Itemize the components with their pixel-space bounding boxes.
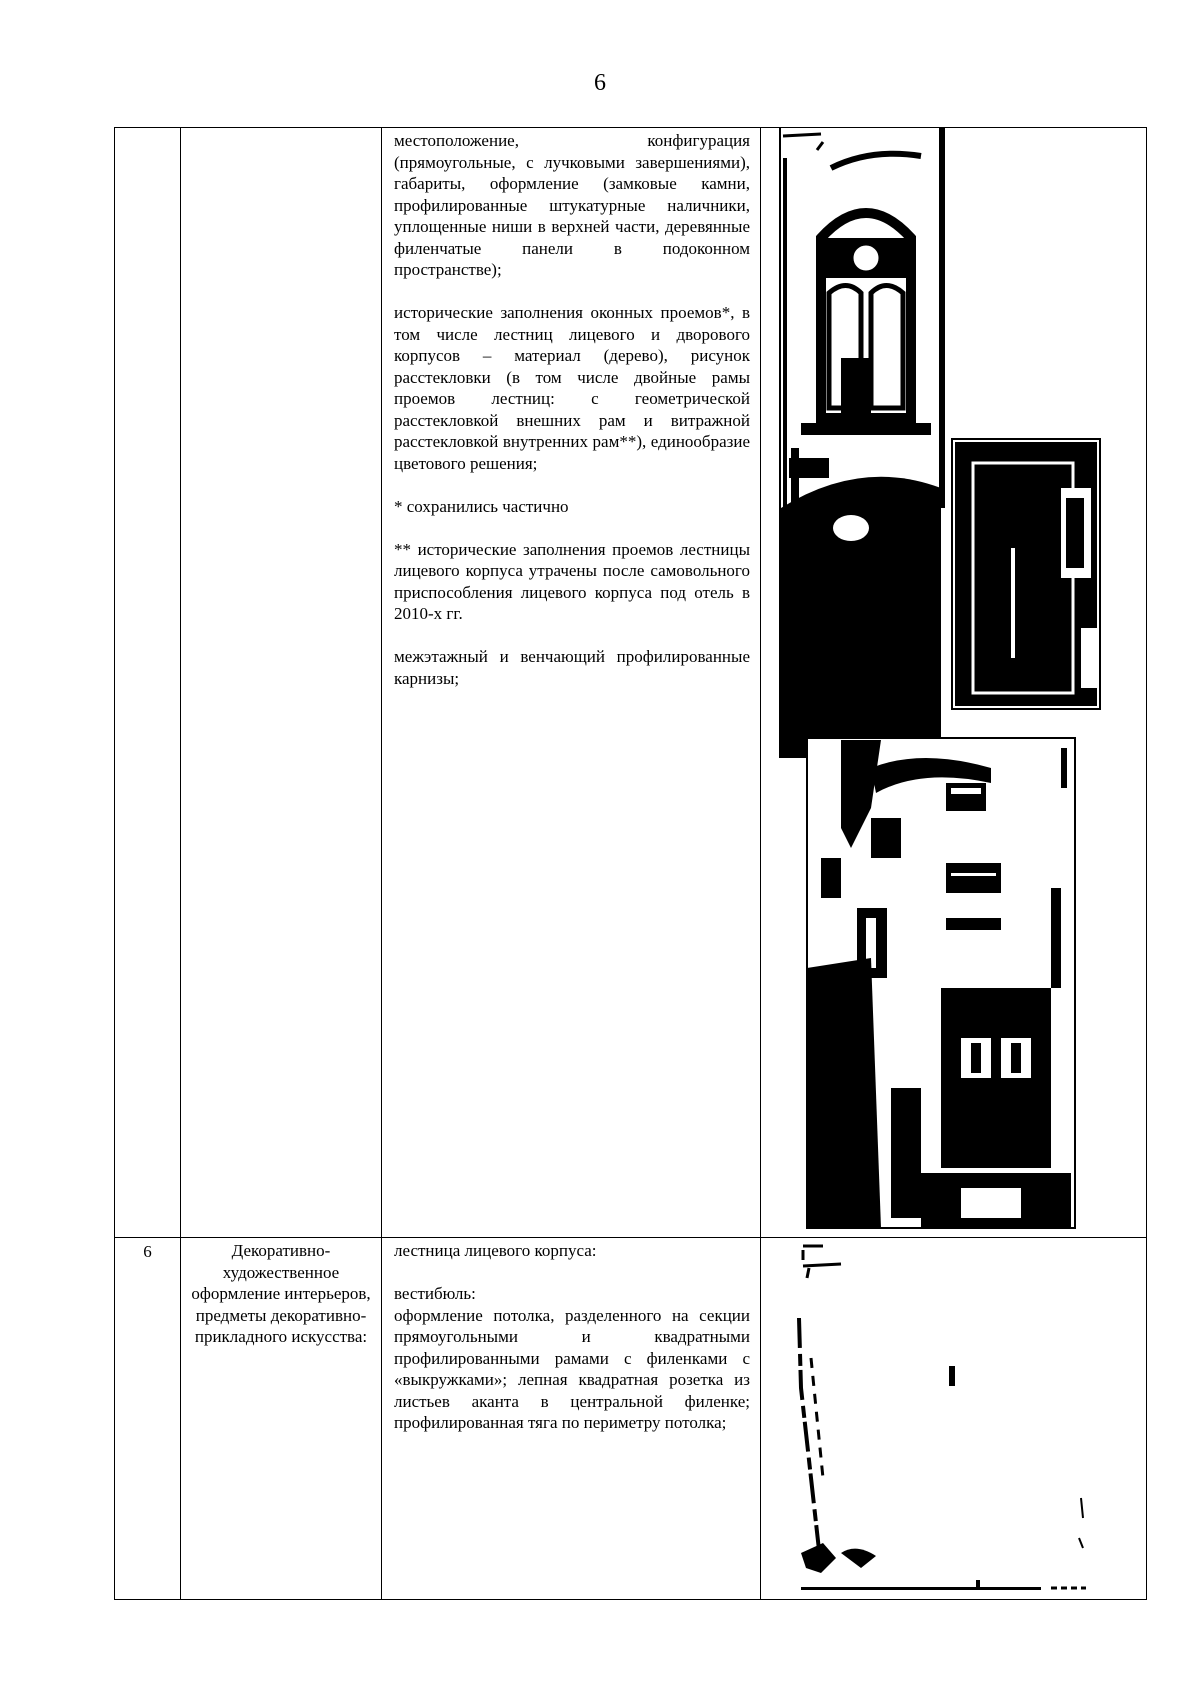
row-number-cell: [115, 128, 181, 1238]
photo-window-exterior: [779, 128, 951, 758]
footnote-paragraph: * сохранились частично: [394, 496, 569, 516]
description-paragraph: исторические заполнения оконных проемов*, в том числе лестниц лицевого и дворового корпусов – материал (дерево), рисунок расстекловки (в том числе двойные рамы проемов лестниц: с геометрической расстекловкой внешних рам и витражной расстекловкой внутренних рам**), единообразие цветового решения;: [394, 303, 750, 473]
protected-elements-table: [114, 127, 1147, 1600]
table-row: [115, 128, 1147, 1238]
photos-window-openings: [761, 128, 1145, 1236]
description-paragraph: лестница лицевого корпуса:: [394, 1241, 597, 1260]
description-paragraph: местоположение, конфигурация (прямоугольные, с лучковыми завершениями), габариты, оформление (замковые камни, профилированные штукатурные наличники, уплощенные ниши в верхней части, деревянные филенчатые панели в подоконном пространстве);: [394, 131, 750, 279]
photo-courtyard-facade: [807, 738, 1075, 1228]
photo-cell: [761, 1238, 1147, 1600]
photo-vestibule-ceiling: [761, 1238, 1145, 1598]
description-cell: [382, 1238, 761, 1600]
footnote-paragraph: ** исторические заполнения проемов лестницы лицевого корпуса утрачены после самовольного приспособления лицевого корпуса под отель в 2010-х гг.: [394, 539, 750, 623]
photo-staircase-window: [951, 438, 1101, 710]
table-row: [115, 1238, 1147, 1600]
row-number-cell: 6: [115, 1238, 181, 1600]
description-paragraph: межэтажный и венчающий профилированные карнизы;: [394, 647, 750, 688]
photo-cell: [761, 128, 1147, 1238]
description-paragraph: оформление потолка, разделенного на секции прямоугольными и квадратными профилированными рамами с филенками с «выкружками»; лепная квадратная розетка из листьев аканта в центральной филенке; профилированная тяга по периметру потолка;: [394, 1305, 750, 1432]
element-name-cell: Декоративно-художественное оформление интерьеров, предметы декоративно-прикладного искусства:: [181, 1238, 382, 1600]
element-name-cell: [181, 128, 382, 1238]
page-number: 6: [594, 70, 606, 96]
description-cell: [382, 128, 761, 1238]
description-paragraph: вестибюль:: [394, 1284, 476, 1303]
